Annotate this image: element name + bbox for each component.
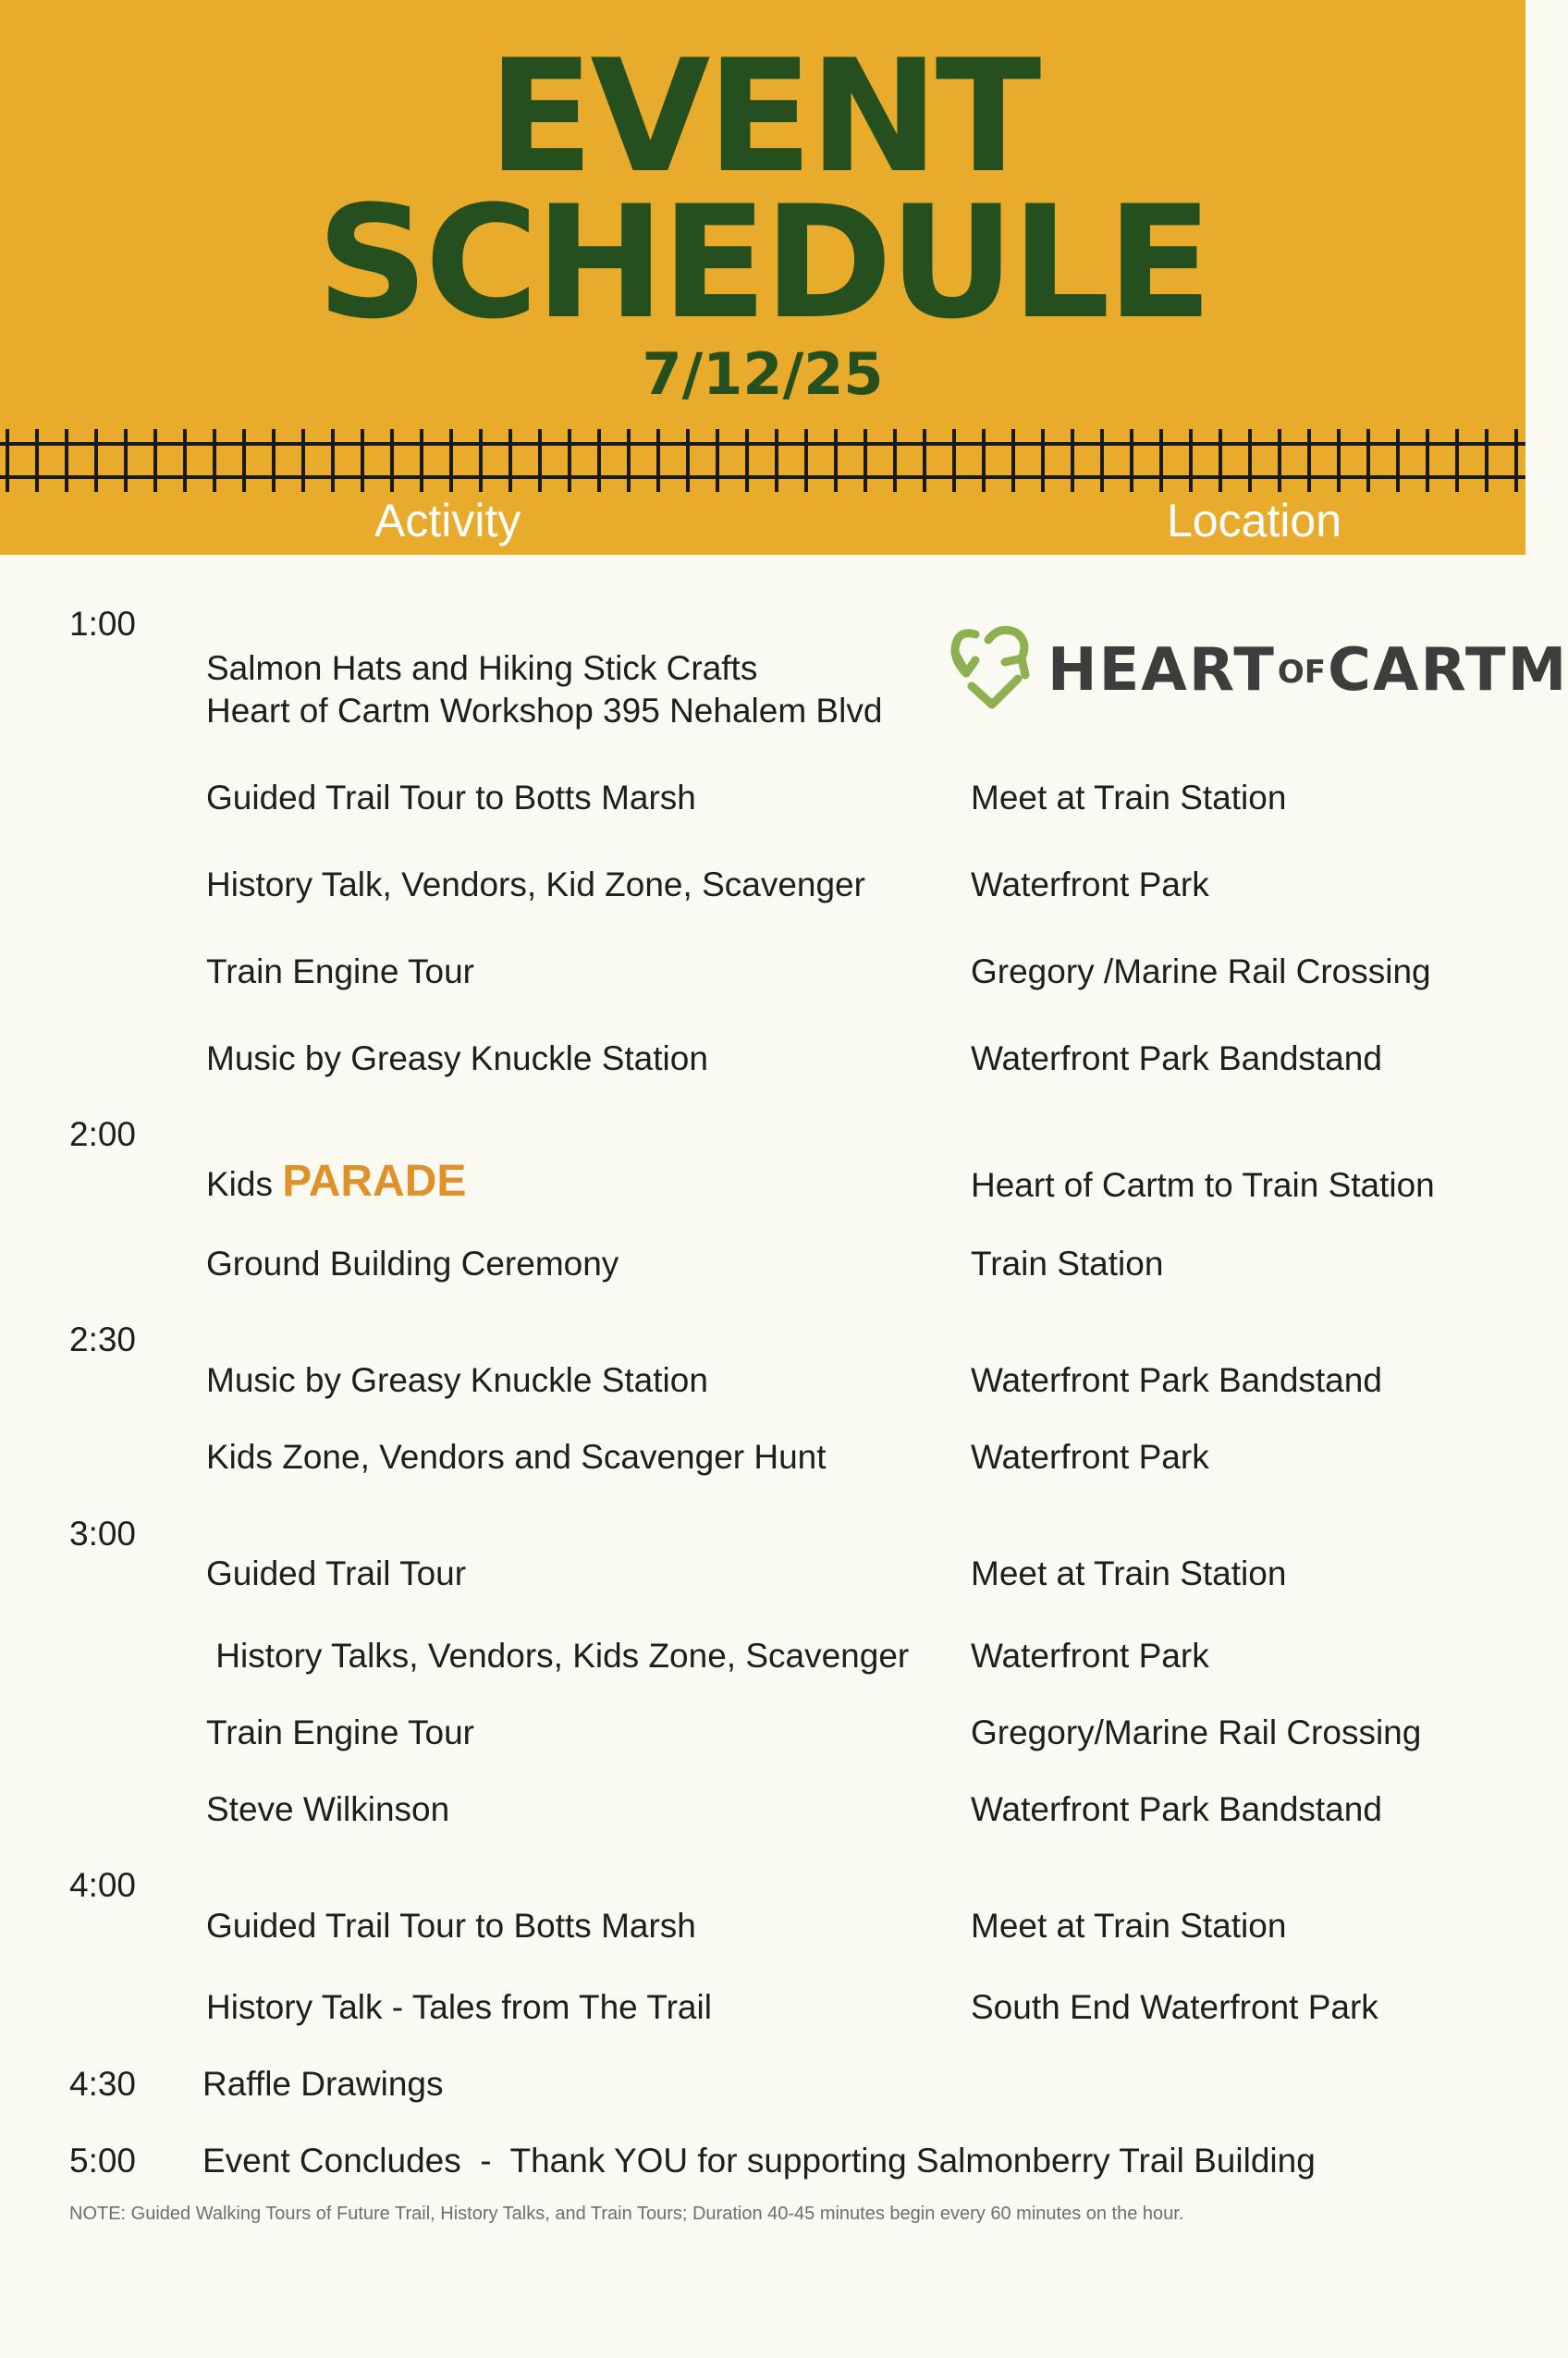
location-text: Waterfront Park Bandstand (971, 1361, 1382, 1399)
location-text: Gregory /Marine Rail Crossing (971, 952, 1431, 990)
location-text: Waterfront Park (971, 1438, 1209, 1476)
activity-text: Ground Building Ceremony (206, 1245, 619, 1283)
time-slot: 5:00 (69, 2142, 137, 2180)
activity-text: Raffle Drawings (202, 2065, 444, 2103)
location-text: Meet at Train Station (971, 1907, 1287, 1945)
title-line-1: EVENT (487, 26, 1038, 207)
location-text: South End Waterfront Park (971, 1988, 1378, 2026)
activity-text: Music by Greasy Knuckle Station (206, 1039, 708, 1077)
activity-text: Salmon Hats and Hiking Stick Crafts (206, 649, 758, 687)
time-slot: 4:30 (69, 2065, 137, 2103)
event-date: 7/12/25 (642, 340, 884, 408)
activity-text: Heart of Cartm Workshop 395 Nehalem Blvd (206, 692, 883, 730)
location-text: Waterfront Park (971, 866, 1209, 903)
activity-text: Guided Trail Tour to Botts Marsh (206, 1907, 696, 1945)
activity-text: Train Engine Tour (206, 952, 475, 990)
activity-text: History Talks, Vendors, Kids Zone, Scavenger (206, 1637, 910, 1675)
location-text: Heart of Cartm to Train Station (971, 1166, 1435, 1204)
activity-text: History Talk - Tales from The Trail (206, 1988, 712, 2026)
activity-text: Kids PARADE (206, 1157, 467, 1206)
location-text: Waterfront Park Bandstand (971, 1790, 1382, 1828)
location-text: Meet at Train Station (971, 1554, 1287, 1592)
activity-text: Steve Wilkinson (206, 1790, 450, 1828)
location-text: Meet at Train Station (971, 779, 1287, 817)
time-slot: 2:00 (69, 1115, 137, 1153)
parade-highlight: PARADE (282, 1157, 467, 1206)
time-slot: 4:00 (69, 1866, 137, 1904)
header-banner (0, 0, 1525, 555)
location-text: Waterfront Park Bandstand (971, 1039, 1382, 1077)
location-text: Waterfront Park (971, 1637, 1209, 1675)
time-slot: 2:30 (69, 1320, 137, 1358)
heart-of-cartm-logo (948, 620, 1568, 721)
title-line-2: SCHEDULE (316, 172, 1209, 353)
column-header-activity: Activity (374, 495, 521, 547)
activity-text: Guided Trail Tour (206, 1554, 467, 1592)
footer-note: NOTE: Guided Walking Tours of Future Trail, History Talks, and Train Tours; Duration 40-45 minutes begin every 60 minutes on the hour. (69, 2204, 1184, 2224)
logo-wordmark: HEARTOFCARTM (1047, 636, 1568, 705)
activity-text: Train Engine Tour (206, 1713, 475, 1751)
railroad-track-divider (0, 424, 1525, 497)
activity-text: Guided Trail Tour to Botts Marsh (206, 779, 696, 817)
location-text: Train Station (971, 1245, 1164, 1283)
location-text: Gregory/Marine Rail Crossing (971, 1713, 1422, 1751)
recycle-heart-icon (948, 621, 1035, 714)
activity-text: Music by Greasy Knuckle Station (206, 1361, 708, 1399)
time-slot: 1:00 (69, 605, 137, 643)
time-slot: 3:00 (69, 1515, 137, 1553)
column-header-location: Location (1167, 495, 1342, 547)
activity-text: Kids Zone, Vendors and Scavenger Hunt (206, 1438, 827, 1476)
activity-text: History Talk, Vendors, Kid Zone, Scavenger (206, 866, 865, 903)
activity-text: Event Concludes - Thank YOU for supporting Salmonberry Trail Building (202, 2142, 1316, 2180)
